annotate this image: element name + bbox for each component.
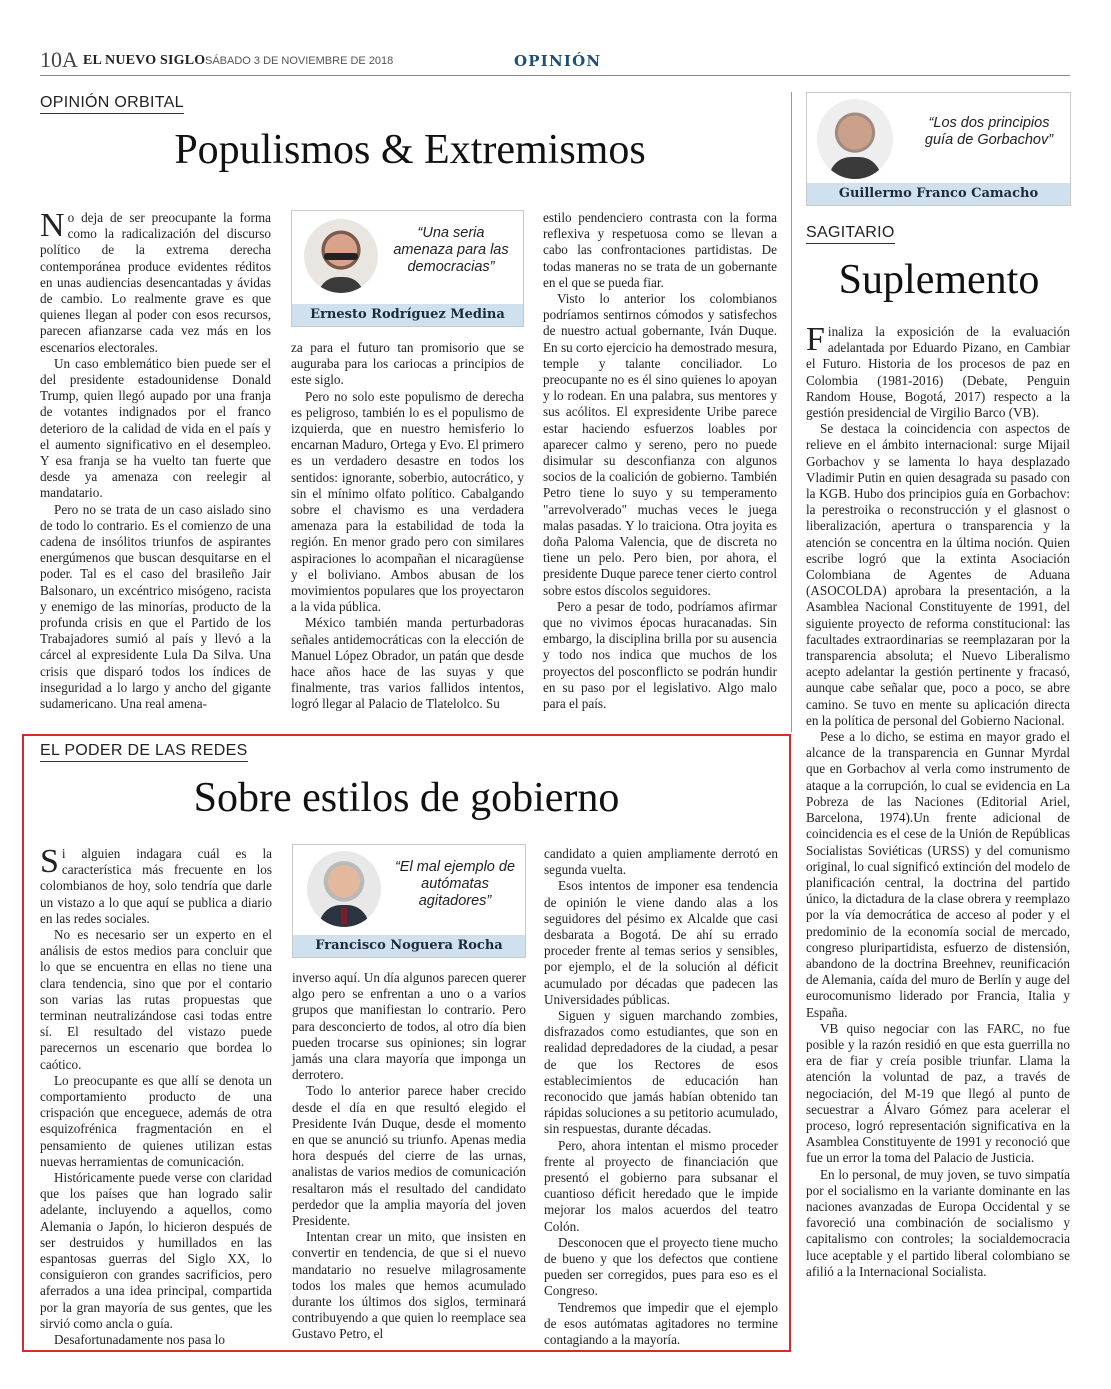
author-box [292,844,526,958]
author-quote: “Los dos principios guía de Gorbachov” [924,115,1054,148]
paragraph: Pero no se trata de un caso aislado sino de todo lo contrario. Es el comienzo de una cadena de insólitos triunfos de aspirantes energúmenos que buscan desquitarse en el poder. Tal es el caso del brasileño Jair Balsonaro, un excéntrico misógeno, racista y enemigo de las minorías, producto de la profunda crisis en que el Partido de los Trabajadores sumió al país y llevó a la cárcel al expresidente Lula Da Silva. Una crisis que disparó todos los índices de inseguridad a lo largo y ancho del gigante sudamericano. Una real amena- [40,501,271,712]
article-column [806,321,1070,1280]
paragraph: Pero no solo este populismo de derecha es peligroso, también lo es el populismo de izquierda, que en nuestro hemisferio lo encarnan Maduro, Ortega y Evo. El primero es un verdadero desastre en todos los sentidos: ignorante, soberbio, autocrático, y sin el mínimo olfato político. Cabalgando sobre el chavismo es una verdadera amenaza para la estabilidad de toda la región. En menor grado pero con similares aspiraciones lo acompañan el nicaragüense y el boliviano. Ambos abusan de los movimientos populares que los proyectaron a la vida pública. [291,388,524,615]
paragraph: Visto lo anterior los colombianos podríamos sentirnos cómodos y satisfechos de nuestro actual gobernante, Iván Duque. En su corto ejercicio ha demostrado mesura, temple y talante conciliador. Lo preocupante no es él sino quienes lo apoyan y lo rodean. En una palabra, sus mentores y sus acólitos. El expresidente Uribe parece estar haciendo esfuerzos loables por aparecer calmo y sereno, pero no puede disimular su desconfianza con algunos socios de la coalición de gobierno. También Petro tiene lo suyo y su temperamento "arrevolverado" muchas veces le juega malas pasadas. Y lo traiciona. Otra joyita es doña Paloma Valencia, que de discreta no tiene un pelo. Pero bien, por ahora, el presidente Duque parece tener cierto control sobre estos díscolos seguidores. [543,291,777,598]
paragraph: Históricamente puede verse con claridad que los países que han logrado salir adelante, incluyendo a aquellos, como Alemania o Japón, lo hicieron después de ser destruidos y humillados en las espantosas guerras del Siglo XX, lo consiguieron con grandes sacrificios, pero aferrados a una idea principal, compartida por la gran mayoría de sus gentes, que les sirvió como ancla o guía. [40,1170,272,1331]
author-photo [817,99,893,179]
author-name: Ernesto Rodríguez Medina [292,304,523,326]
paragraph: Siguen y siguen marchando zombies, disfrazados como estudiantes, que son en realidad depredadores de la ciudad, a pesar de que los Rectores de esos establecimientos de educación han reconocido que jamás habían obtenido tan rápidas soluciones a su petitorio acumulado, sin respuestas, durante décadas. [544,1008,778,1137]
paper-name: EL NUEVO SIGLO [83,53,206,68]
paragraph: Finaliza la exposición de la evaluación adelantada por Eduardo Pizano, en Cambiar el Futuro. Historia de los procesos de paz en Colombia (1981-2016) (Debate, Penguin Random House, Bogotá, 2017) respecto a la gestión presidencial de Virgilio Barco (VB). [806,321,1070,421]
author-photo [307,851,381,927]
author-photo [304,219,378,293]
article-suplemento [806,92,1072,1342]
section-title: OPINIÓN [514,52,602,70]
author-box [806,92,1071,206]
paragraph: Un caso emblemático bien puede ser el del presidente estadounidense Donald Trump, quien llegó aupado por una franja de votantes indignados por el franco deterioro de la calidad de vida en el país y el aumento significativo en el desempleo. Y esa franja se ha vuelto tan fuerte que desde ya amenaza con reelegir al mandatario. [40,355,271,501]
paragraph: Lo preocupante es que allí se denota un comportamiento producto de una crispación que enceguece, además de otra esquizofrénica fragmentación en el pensamiento de quienes utilizan estas nuevas herramientas de comunicación. [40,1072,272,1169]
paragraph: Intentan crear un mito, que insisten en convertir en tendencia, de que si el nuevo mandatario no resuelve milagrosamente todos los males que hemos acumulado durante los últimos dos siglos, terminará contribuyendo a que quien lo reemplace sea Gustavo Petro, el [292,1229,526,1342]
article-column-2 [291,340,524,713]
paragraph: Se destaca la coincidencia con aspectos de relieve en el ámbito internacional: surge Mijail Gorbachov y se lamenta lo haya desplazado Vladimir Putin en quien desagrada su pasado con la KGB. Hubo dos principios guía en Gorbachov: la perestroika o reconstrucción y el glasnost o liberalización, apertura o transparencia y la atención se concentra en la última noción. Quien escribe logró que la extinta Asociación Colombiana de Agentes de Aduana (ASOCOLDA) aprobara la presentación, a la Asamblea Nacional Constituyente de 1991, del siguiente proyecto de reforma constitucional: las facultades extraordinarias se reemplazaran por la transparencia absoluta; el Nuevo Liberalismo acepto adelantar la gestión pertinente y fracasó, aunque cabe señalar que, poco a poco, se abre camino. Se tuvo en mente su aplicación directa en la política de personal del Gobierno Nacional. [806,421,1070,728]
article-estilos-gobierno [22,734,791,1352]
author-name: Francisco Noguera Rocha [293,935,525,957]
section-label: SAGITARIO [806,224,895,244]
paragraph: No es necesario ser un experto en el análisis de estos medios para concluir que lo que se encuentra en ellas no tiene una clara tendencia, sino que por el contario son varias las rutas propuestas que terminan neutralizándose casi todas entre sí. El resultado del vistazo puede parecernos un escenario que bordea lo caótico. [40,927,272,1072]
masthead [40,47,1070,76]
author-name: Guillermo Franco Camacho [807,183,1070,205]
paragraph: No deja de ser preocupante la forma como la radicalización del discurso político de la extrema derecha contemporánea produce evidentes réditos en unas audiencias desencantadas y ávidas de cambio. Lo realmente grave es que quienes llegan al poder con esos recursos, parecen afianzarse cada vez más en los escenarios electorales. [40,207,271,355]
drop-cap: N [40,207,65,244]
headline: Populismos & Extremismos [174,127,646,173]
paragraph: Tendremos que impedir que el ejemplo de esos autómatas agitadores no termine contagiando a la mayoría. [544,1299,778,1348]
drop-cap: F [806,321,825,358]
paragraph: México también manda perturbadoras señales antidemocráticas con la elección de Manuel López Obrador, un patán que desde hace años hace de las suyas y que finalmente, tras varios fallidos intentos, logró llegar al Palacio de Tlatelolco. Su [291,615,524,712]
paragraph: Desafortunadamente nos pasa lo [54,1332,226,1348]
section-label: OPINIÓN ORBITAL [40,94,184,114]
article-column-3 [543,210,777,712]
paragraph: Si alguien indagara cuál es la característica más frecuente en los colombianos de hoy, solo tendría que darle un vistazo a lo que aquí se publica a diario en las redes sociales. [40,843,272,926]
headline: Suplemento [838,257,1040,303]
paragraph: candidato a quien ampliamente derrotó en segunda vuelta. [544,846,778,878]
column-divider [791,92,792,732]
article-column-1 [40,843,272,1348]
author-quote: “Una seria amenaza para las democracias” [393,225,509,275]
article-column-2 [292,970,526,1343]
paragraph: inverso aquí. Un día algunos parecen querer algo pero se enfrentan a uno o a varios grupos que manifiestan lo contrario. Pero para desconcierto de todos, al otro día bien pueden trocarse sus opiniones; sin lograr jamás una clara mayoría que imponga un derrotero. [292,970,526,1083]
section-label: EL PODER DE LAS REDES [40,742,248,762]
paragraph: Pero, ahora intentan el mismo proceder frente al proyecto de financiación que presentó el gobierno para subsanar el cuantioso déficit heredado que le impide mejorar los malos acuerdos del teatro Colón. [544,1137,778,1234]
article-populismos [40,92,780,722]
paragraph: Pero a pesar de todo, podríamos afirmar que no vivimos épocas huracanadas. Sin embargo, la disciplina brilla por su ausencia y todo nos indica que muchos de los proyectos del posconflicto se podrán hundir en su paso por el legislativo. Algo malo para el país. [543,598,777,712]
drop-cap: S [40,843,59,880]
paragraph: estilo pendenciero contrasta con la forma reflexiva y respetuosa como se llevan a cabo las confrontaciones partidistas. De todas maneras no se trata de un gobernante en el que se pueda fiar. [543,210,777,290]
paragraph: Desconocen que el proyecto tiene mucho de bueno y que los defectos que contiene pueden ser corregidos, pues para eso es el Congreso. [544,1234,778,1299]
paragraph: Pese a lo dicho, se estima en mayor grado el alcance de la transparencia en Gunnar Myrdal que en Gorbachov al verla como instrumento de ataque a la corrupción, lo cual se evidencia en La Pobreza de las Naciones (Editorial Ariel, Barcelona, 1974).Un frente adicional de coincidencia es el cese de la Unión de Repúblicas Socialistas Soviéticas (URSS) y del comunismo original, lo cual significó extinción del modelo de planificación central, la doctrina del partido único, la dictadura de la clase obrera y reemplazo por la vía democrática de acceso al poder y el predominio de la economía social de mercado, congreso pluripartidista, esfuerzo de distensión, abandono de la doctrina Breehnev, reunificación de Alemania, caída del muro de Berlín y auge del eurocomunismo liderado por Francia, Italia y España. [806,729,1070,1020]
paragraph: Esos intentos de imponer esa tendencia de opinión le viene dando alas a los seguidores del pésimo ex Alcalde que casi desbarata a Bogotá. De ahí su errado proceder frente al temas serios y sensibles, por ejemplo, el de la solución al déficit acumulado por décadas que padecen las Universidades públicas. [544,878,778,1007]
page-number: 10A [40,47,78,72]
issue-date: SÁBADO 3 DE NOVIEMBRE DE 2018 [205,55,394,67]
paragraph: Todo lo anterior parece haber crecido desde el día en que resultó elegido el Presidente Iván Duque, desde el momento en que se anunció su triunfo. Apenas media hora después del cierre de las urnas, analistas de varios medios de comunicación resaltaron más el resultado del candidato perdedor que la amplia mayoría del joven Presidente. [292,1083,526,1229]
paragraph: VB quiso negociar con las FARC, no fue posible y la razón residió en que esta guerrilla no era de fiar y creía posible triunfar. Llama la atención la voluntad de paz, a través de negociación, del M-19 que llegó al punto de secuestrar a Álvaro Gómez para acelerar el proceso, logró representación significativa en la Asamblea Constituyente de 1991 y reconoció que fue un error la toma del Palacio de Justicia. [806,1020,1070,1166]
paragraph: En lo personal, de muy joven, se tuvo simpatía por el socialismo en la variante dominante en las naciones avanzadas de Europa Occidental y se favoreció una combinación de socialismo y capitalismo con controles; la socialdemocracia luce aceptable y el partido liberal colombiano se afilió a la Internacional Socialista. [806,1166,1070,1279]
author-box [291,210,524,327]
article-column-1 [40,207,271,712]
paragraph: za para el futuro tan promisorio que se auguraba para los cariocas a principios de este siglo. [291,340,524,388]
article-column-3 [544,846,778,1348]
author-quote: “El mal ejemplo de autómatas agitadores” [394,859,516,909]
headline: Sobre estilos de gobierno [193,775,620,821]
